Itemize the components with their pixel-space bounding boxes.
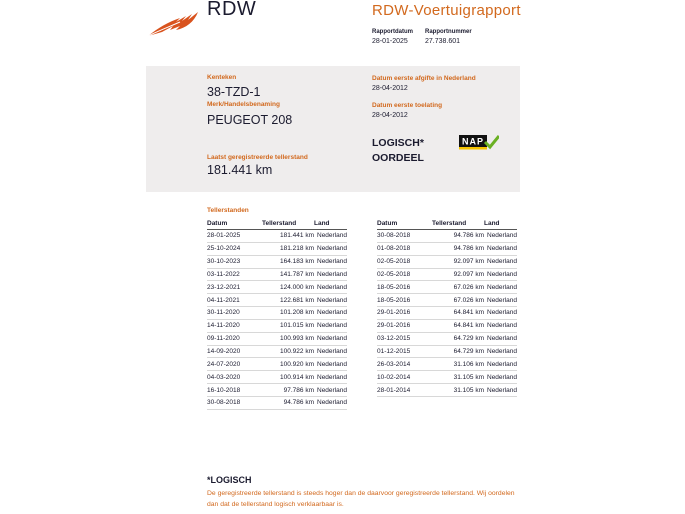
table-row xyxy=(207,294,347,307)
reading-odometer: 100.914 km xyxy=(262,371,314,384)
footnote-text: De geregistreerde tellerstand is steeds hoger dan de daarvoor geregistreerde tellerstand. Wij oordelen dan dat de tellerstand logisch verklaarbaar is. xyxy=(207,490,515,508)
reading-date: 18-05-2016 xyxy=(377,281,432,294)
table-row xyxy=(377,384,517,397)
reading-odometer: 31.105 km xyxy=(432,371,484,384)
reading-odometer: 164.183 km xyxy=(262,255,314,268)
reading-date: 24-07-2020 xyxy=(207,358,262,371)
reading-odometer: 64.841 km xyxy=(432,307,484,320)
table-row xyxy=(207,307,347,320)
table-row xyxy=(207,255,347,268)
reading-date: 02-05-2018 xyxy=(377,255,432,268)
table-row xyxy=(207,371,347,384)
reading-country: Nederland xyxy=(314,332,347,345)
table-row xyxy=(207,319,347,332)
reading-odometer: 124.000 km xyxy=(262,281,314,294)
reading-country: Nederland xyxy=(484,255,517,268)
readings-section-label: Tellerstanden xyxy=(207,207,249,214)
reading-odometer: 101.208 km xyxy=(262,307,314,320)
table-row xyxy=(207,281,347,294)
reading-odometer: 141.787 km xyxy=(262,268,314,281)
verdict-line-1: LOGISCH* xyxy=(372,137,424,149)
nap-badge-text: NAP xyxy=(461,136,485,147)
table-row xyxy=(207,384,347,397)
reading-country: Nederland xyxy=(314,281,347,294)
reading-date: 01-08-2018 xyxy=(377,242,432,255)
panel-notch xyxy=(170,184,178,192)
table-row xyxy=(377,307,517,320)
plate-value: 38-TZD-1 xyxy=(207,85,261,99)
reading-odometer: 100.920 km xyxy=(262,358,314,371)
reading-country: Nederland xyxy=(484,294,517,307)
table-row xyxy=(377,319,517,332)
reading-date: 18-05-2016 xyxy=(377,294,432,307)
col-odometer-header: Tellerstand xyxy=(262,218,314,230)
reading-country: Nederland xyxy=(314,371,347,384)
reading-odometer: 67.026 km xyxy=(432,294,484,307)
reading-country: Nederland xyxy=(484,230,517,243)
reading-country: Nederland xyxy=(484,384,517,397)
table-row xyxy=(207,345,347,358)
reading-odometer: 181.441 km xyxy=(262,230,314,243)
reading-odometer: 64.841 km xyxy=(432,319,484,332)
reading-country: Nederland xyxy=(314,255,347,268)
reading-date: 04-11-2021 xyxy=(207,294,262,307)
reading-odometer: 94.786 km xyxy=(432,242,484,255)
vehicle-summary-panel xyxy=(146,66,520,192)
reading-odometer: 94.786 km xyxy=(262,396,314,409)
reading-country: Nederland xyxy=(484,319,517,332)
reading-country: Nederland xyxy=(484,281,517,294)
table-row xyxy=(207,268,347,281)
reading-country: Nederland xyxy=(314,242,347,255)
reading-odometer: 100.993 km xyxy=(262,332,314,345)
reading-country: Nederland xyxy=(484,345,517,358)
reading-country: Nederland xyxy=(314,345,347,358)
reading-odometer: 100.922 km xyxy=(262,345,314,358)
readings-table-left xyxy=(207,218,347,410)
first-nl-value: 28-04-2012 xyxy=(372,85,408,92)
reading-odometer: 97.786 km xyxy=(262,384,314,397)
reading-date: 30-08-2018 xyxy=(207,396,262,409)
report-title: RDW-Voertuigrapport xyxy=(372,2,521,19)
reading-country: Nederland xyxy=(314,294,347,307)
reading-country: Nederland xyxy=(314,319,347,332)
table-row xyxy=(377,268,517,281)
reading-date: 14-11-2020 xyxy=(207,319,262,332)
report-date-label: Rapportdatum xyxy=(372,29,413,35)
reading-date: 29-01-2016 xyxy=(377,319,432,332)
first-admission-label: Datum eerste toelating xyxy=(372,102,443,109)
reading-odometer: 92.097 km xyxy=(432,268,484,281)
reading-date: 03-12-2015 xyxy=(377,332,432,345)
table-row xyxy=(377,294,517,307)
reading-odometer: 31.106 km xyxy=(432,358,484,371)
reading-country: Nederland xyxy=(314,396,347,409)
table-row xyxy=(207,230,347,243)
reading-country: Nederland xyxy=(484,307,517,320)
reading-odometer: 181.218 km xyxy=(262,242,314,255)
readings-table-right xyxy=(377,218,517,397)
reading-odometer: 101.015 km xyxy=(262,319,314,332)
reading-country: Nederland xyxy=(484,332,517,345)
reading-date: 25-10-2024 xyxy=(207,242,262,255)
col-date-header: Datum xyxy=(377,218,432,230)
table-row xyxy=(207,332,347,345)
reading-date: 01-12-2015 xyxy=(377,345,432,358)
reading-odometer: 64.729 km xyxy=(432,332,484,345)
reading-country: Nederland xyxy=(314,358,347,371)
reading-date: 03-11-2022 xyxy=(207,268,262,281)
reading-country: Nederland xyxy=(484,358,517,371)
table-row xyxy=(207,242,347,255)
reading-date: 14-09-2020 xyxy=(207,345,262,358)
first-nl-label: Datum eerste afgifte in Nederland xyxy=(372,75,476,82)
reading-odometer: 122.681 km xyxy=(262,294,314,307)
reading-date: 10-02-2014 xyxy=(377,371,432,384)
table-row xyxy=(377,345,517,358)
reading-country: Nederland xyxy=(484,371,517,384)
odometer-label: Laatst geregistreerde tellerstand xyxy=(207,154,308,161)
table-row xyxy=(377,242,517,255)
reading-date: 23-12-2021 xyxy=(207,281,262,294)
reading-odometer: 92.097 km xyxy=(432,255,484,268)
reading-date: 28-01-2014 xyxy=(377,384,432,397)
reading-country: Nederland xyxy=(314,230,347,243)
reading-country: Nederland xyxy=(314,268,347,281)
table-row xyxy=(377,332,517,345)
reading-date: 29-01-2016 xyxy=(377,307,432,320)
verdict-line-2: OORDEEL xyxy=(372,152,424,164)
make-value: PEUGEOT 208 xyxy=(207,113,293,127)
reading-date: 30-08-2018 xyxy=(377,230,432,243)
odometer-value: 181.441 km xyxy=(207,163,273,177)
report-number-value: 27.738.601 xyxy=(425,38,461,45)
reading-date: 16-10-2018 xyxy=(207,384,262,397)
reading-date: 04-03-2020 xyxy=(207,371,262,384)
rdw-leaf-logo xyxy=(146,8,200,38)
footnote-title: *LOGISCH xyxy=(207,475,252,485)
reading-date: 30-10-2023 xyxy=(207,255,262,268)
reading-odometer: 64.729 km xyxy=(432,345,484,358)
reading-date: 28-01-2025 xyxy=(207,230,262,243)
reading-country: Nederland xyxy=(484,268,517,281)
table-row xyxy=(207,396,347,409)
table-row xyxy=(207,358,347,371)
table-row xyxy=(377,230,517,243)
reading-odometer: 94.786 km xyxy=(432,230,484,243)
reading-country: Nederland xyxy=(484,242,517,255)
table-row xyxy=(377,358,517,371)
reading-odometer: 67.026 km xyxy=(432,281,484,294)
plate-label: Kenteken xyxy=(207,74,237,81)
reading-date: 26-03-2014 xyxy=(377,358,432,371)
reading-odometer: 31.105 km xyxy=(432,384,484,397)
make-label: Merk/Handelsbenaming xyxy=(207,101,280,108)
brand-name: RDW xyxy=(207,0,257,20)
col-odometer-header: Tellerstand xyxy=(432,218,484,230)
col-country-header: Land xyxy=(484,218,517,230)
table-row xyxy=(377,255,517,268)
nap-check-badge xyxy=(459,134,499,150)
report-date-value: 28-01-2025 xyxy=(372,38,408,45)
first-admission-value: 28-04-2012 xyxy=(372,112,408,119)
reading-date: 30-11-2020 xyxy=(207,307,262,320)
col-country-header: Land xyxy=(314,218,347,230)
reading-date: 02-05-2018 xyxy=(377,268,432,281)
table-row xyxy=(377,281,517,294)
table-row xyxy=(377,371,517,384)
reading-country: Nederland xyxy=(314,384,347,397)
reading-date: 09-11-2020 xyxy=(207,332,262,345)
reading-country: Nederland xyxy=(314,307,347,320)
col-date-header: Datum xyxy=(207,218,262,230)
report-number-label: Rapportnummer xyxy=(425,29,472,35)
